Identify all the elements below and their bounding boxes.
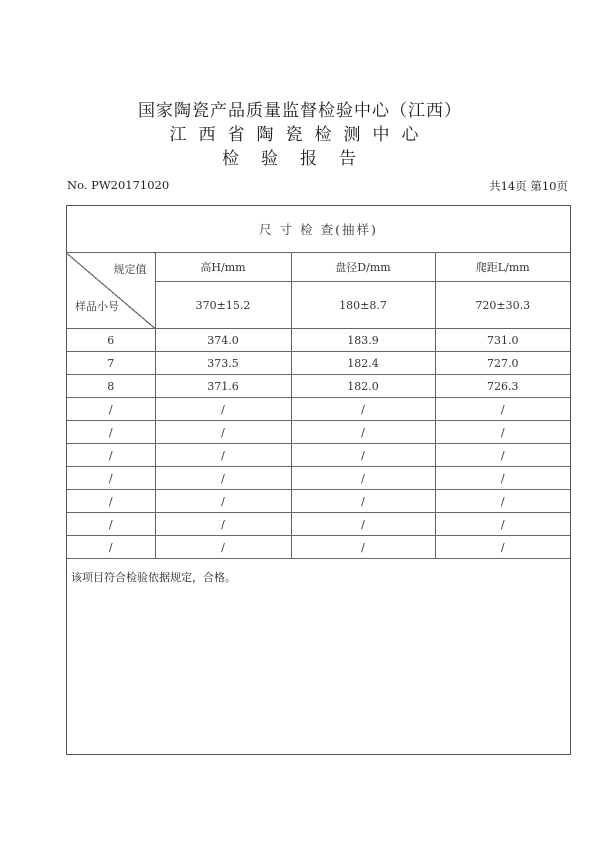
creepage-value: / — [435, 467, 570, 490]
height-value: / — [155, 536, 291, 559]
report-frame — [66, 205, 571, 755]
corner-top-label: 规定值 — [113, 263, 147, 276]
sample-number: / — [67, 490, 155, 513]
diameter-value: / — [291, 536, 435, 559]
table-row — [67, 421, 570, 444]
table-row — [67, 329, 570, 352]
sample-number: / — [67, 444, 155, 467]
creepage-value: 731.0 — [435, 329, 570, 352]
spec-diameter: 180±8.7 — [291, 282, 435, 329]
creepage-value: / — [435, 421, 570, 444]
sample-number: / — [67, 398, 155, 421]
header-line-2: 江西省陶瓷检测中心 — [169, 125, 431, 145]
spec-creepage: 720±30.3 — [435, 282, 570, 329]
height-value: / — [155, 490, 291, 513]
creepage-value: 726.3 — [435, 375, 570, 398]
sample-number: / — [67, 536, 155, 559]
corner-header-cell — [67, 253, 155, 329]
height-value: / — [155, 398, 291, 421]
sample-number: / — [67, 421, 155, 444]
table-row — [67, 490, 570, 513]
table-row — [67, 513, 570, 536]
sample-number: 7 — [67, 352, 155, 375]
sample-number: / — [67, 513, 155, 536]
diameter-value: / — [291, 513, 435, 536]
conclusion-remark: 该项目符合检验依据规定，合格。 — [71, 571, 236, 584]
page-info: 共14页 第10页 — [489, 179, 568, 193]
diameter-value: / — [291, 490, 435, 513]
diameter-value: / — [291, 444, 435, 467]
table-row — [67, 398, 570, 421]
creepage-value: / — [435, 398, 570, 421]
diameter-value: / — [291, 467, 435, 490]
creepage-value: / — [435, 444, 570, 467]
sample-number: 6 — [67, 329, 155, 352]
section-title: 尺 寸 检 查(抽样) — [67, 206, 570, 253]
table-row — [67, 536, 570, 559]
height-value: / — [155, 421, 291, 444]
sample-number: / — [67, 467, 155, 490]
creepage-value: / — [435, 536, 570, 559]
dimension-table — [67, 206, 570, 559]
height-value: 371.6 — [155, 375, 291, 398]
report-number: No. PW20171020 — [67, 178, 170, 192]
diameter-value: / — [291, 421, 435, 444]
height-value: / — [155, 444, 291, 467]
table-row — [67, 375, 570, 398]
header-line-1: 国家陶瓷产品质量监督检验中心（江西） — [138, 101, 462, 121]
creepage-value: / — [435, 490, 570, 513]
creepage-value: / — [435, 513, 570, 536]
spec-height: 370±15.2 — [155, 282, 291, 329]
diameter-value: 182.0 — [291, 375, 435, 398]
creepage-value: 727.0 — [435, 352, 570, 375]
sample-number: 8 — [67, 375, 155, 398]
height-value: / — [155, 513, 291, 536]
column-header-height: 高H/mm — [155, 253, 291, 282]
column-header-diameter: 盘径D/mm — [291, 253, 435, 282]
header-line-3: 检验报告 — [222, 149, 378, 169]
diameter-value: 182.4 — [291, 352, 435, 375]
diameter-value: 183.9 — [291, 329, 435, 352]
corner-bottom-label: 样品小号 — [75, 300, 119, 313]
diameter-value: / — [291, 398, 435, 421]
height-value: 374.0 — [155, 329, 291, 352]
height-value: / — [155, 467, 291, 490]
column-header-creepage: 爬距L/mm — [435, 253, 570, 282]
height-value: 373.5 — [155, 352, 291, 375]
table-row — [67, 444, 570, 467]
table-row — [67, 467, 570, 490]
table-row — [67, 352, 570, 375]
